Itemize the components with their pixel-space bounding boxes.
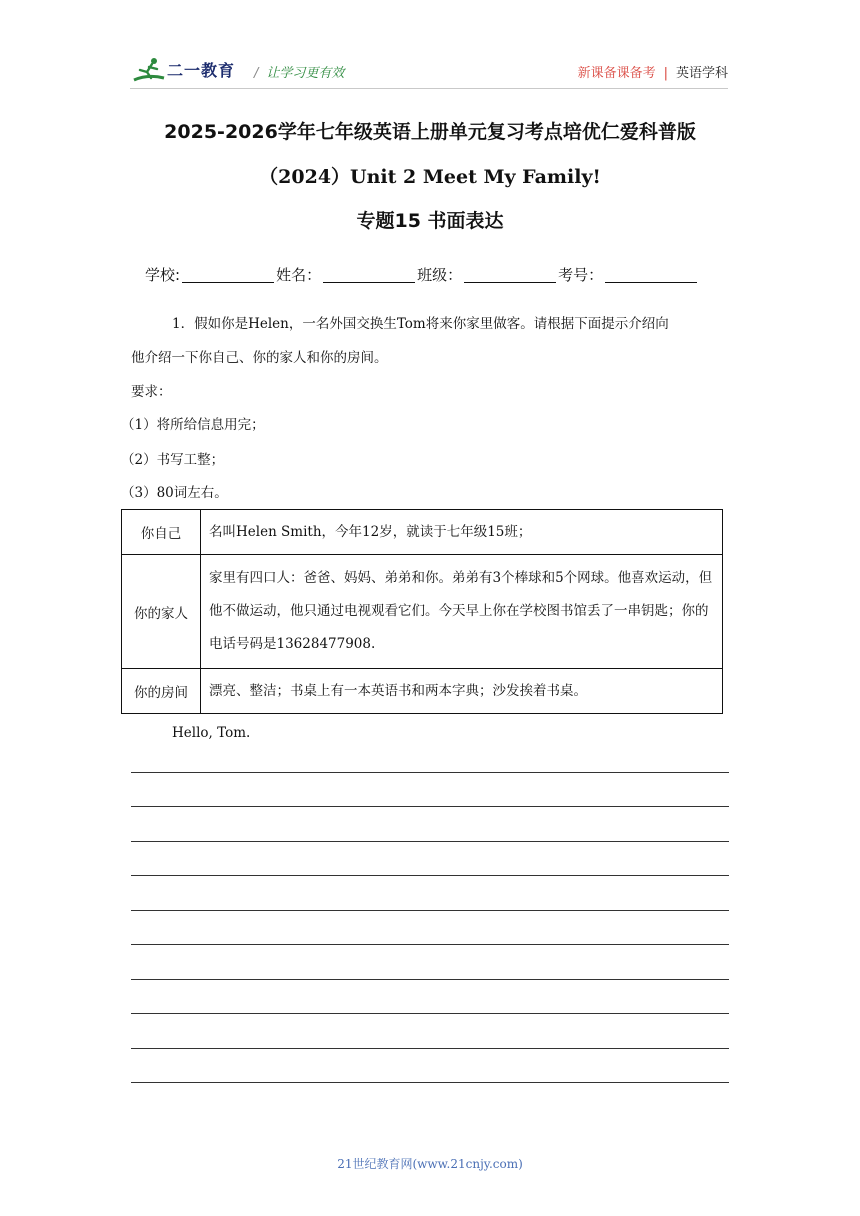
name-label: 姓名： (276, 266, 322, 284)
row-key-self: 你自己 (122, 510, 201, 555)
header-separator: | (663, 66, 668, 81)
requirement-1: （1）将所给信息用完； (121, 417, 265, 433)
logo-text: 二一教育 (167, 61, 236, 80)
student-info-row (145, 264, 699, 285)
class-label: 班级： (417, 266, 463, 284)
name-blank[interactable] (323, 266, 415, 283)
page-header (130, 52, 728, 92)
slogan-text: 让学习更有效 (266, 66, 345, 81)
row-key-room: 你的房间 (122, 669, 201, 714)
title-line-2: （2024）Unit 2 Meet My Family! (259, 166, 601, 188)
row-value-family: 家里有四口人：爸爸、妈妈、弟弟和你。弟弟有3个棒球和5个网球。他喜欢运动，但他不做运动，他只通过电视观看它们。今天早上你在学校图书馆丢了一串钥匙；你的电话号码是13628477908. (201, 555, 723, 669)
writing-lines (131, 738, 729, 1083)
title-line-1: 2025-2026学年七年级英语上册单元复习考点培优仁爱科普版 (164, 121, 696, 143)
table-row (122, 555, 723, 669)
requirement-2: （2）书写工整； (121, 452, 225, 468)
row-value-self: 名叫Helen Smith，今年12岁，就读于七年级15班； (201, 510, 723, 555)
question-line-1: 1．假如你是Helen，一名外国交换生Tom将来你家里做客。请根据下面提示介绍向 (172, 316, 669, 332)
requirements-title: 要求： (131, 384, 172, 400)
row-key-family: 你的家人 (122, 555, 201, 669)
writing-line[interactable] (131, 1049, 729, 1084)
number-blank[interactable] (605, 266, 697, 283)
header-subject-label: 英语学科 (675, 66, 728, 81)
page-footer: 21世纪教育网(www.21cnjy.com) (337, 1157, 523, 1171)
header-course-label: 新课备课备考 (577, 66, 656, 81)
writing-line[interactable] (131, 980, 729, 1015)
table-row (122, 669, 723, 714)
writing-line[interactable] (131, 842, 729, 877)
header-divider (130, 88, 728, 89)
writing-line[interactable] (131, 807, 729, 842)
writing-line[interactable] (131, 876, 729, 911)
question-line-2: 他介绍一下你自己、你的家人和你的房间。 (131, 350, 388, 366)
school-label: 学校: (145, 266, 181, 284)
number-label: 考号： (558, 266, 604, 284)
requirement-3: （3）80词左右。 (121, 485, 228, 501)
row-value-room: 漂亮、整洁；书桌上有一本英语书和两本字典；沙发挨着书桌。 (201, 669, 723, 714)
writing-line[interactable] (131, 738, 729, 773)
writing-line[interactable] (131, 1014, 729, 1049)
title-line-3: 专题15 书面表达 (356, 210, 504, 232)
class-blank[interactable] (464, 266, 556, 283)
table-row (122, 510, 723, 555)
header-subject (578, 62, 728, 81)
slogan: / 让学习更有效 (254, 66, 345, 81)
writing-line[interactable] (131, 911, 729, 946)
writing-line[interactable] (131, 945, 729, 980)
writing-line[interactable] (131, 773, 729, 808)
writing-opening: Hello, Tom. (172, 725, 251, 741)
hint-table (121, 509, 723, 714)
school-blank[interactable] (182, 266, 274, 283)
